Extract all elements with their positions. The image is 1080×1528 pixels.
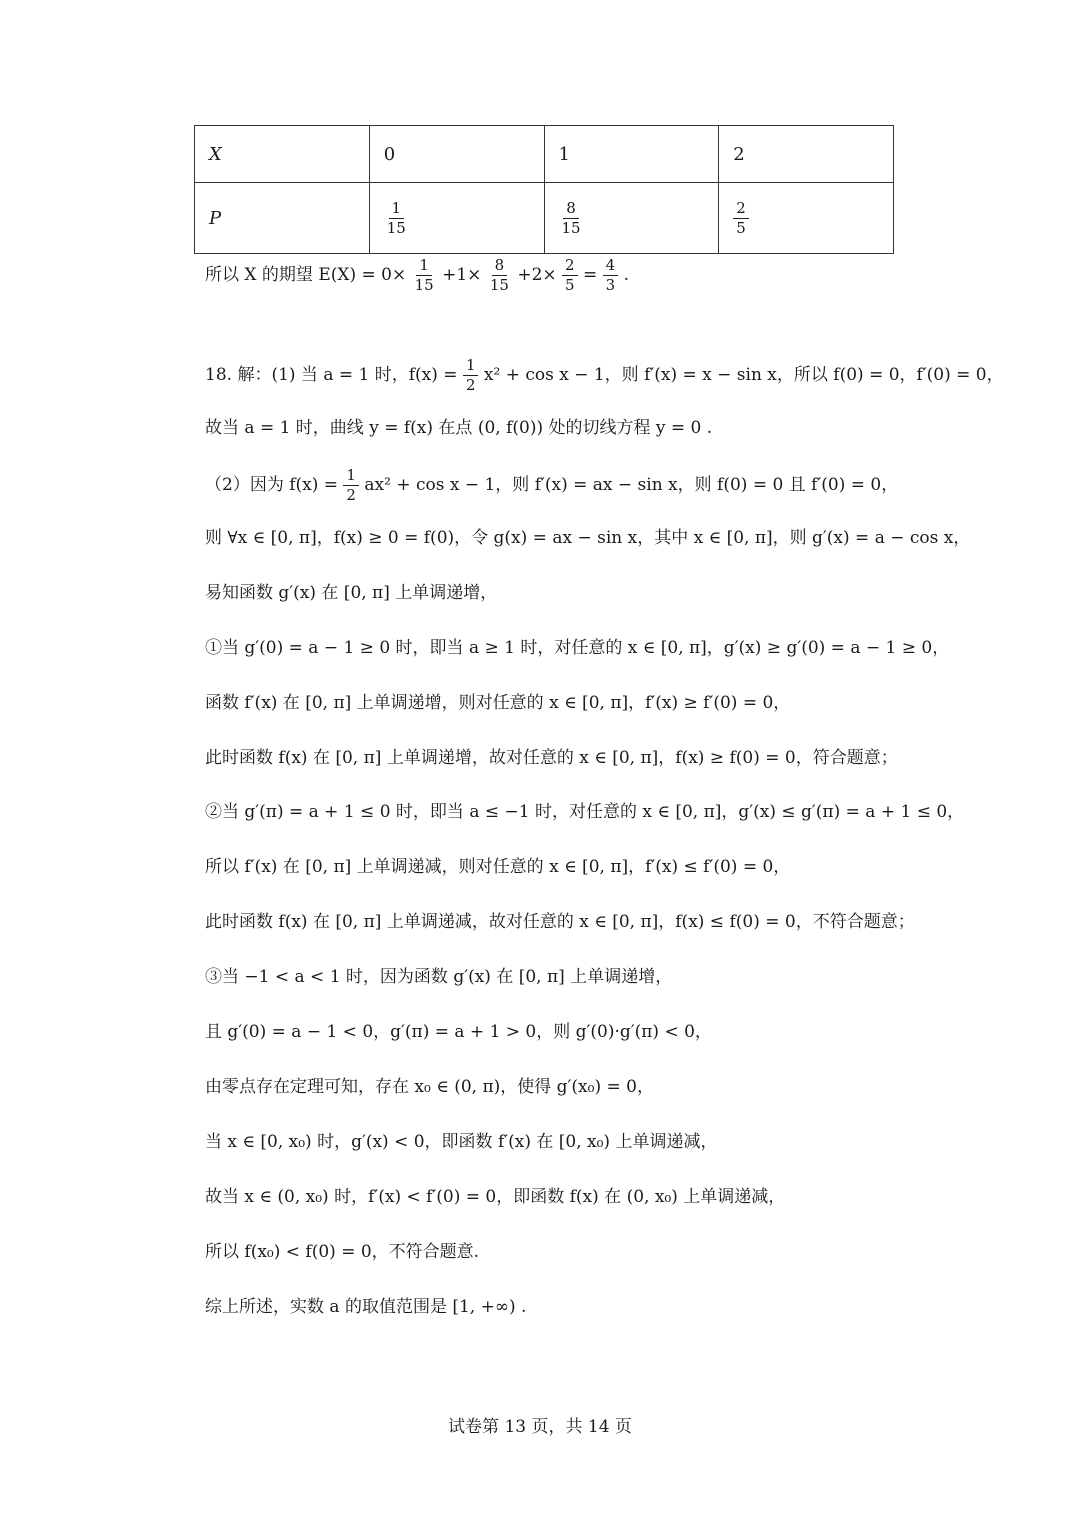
fraction bbox=[384, 198, 409, 237]
solution-line: 故当 x ∈ (0, x₀) 时，f′(x) < f′(0) = 0，即函数 f(x) 在 (0, x₀) 上单调递减， bbox=[205, 1187, 786, 1207]
table-row bbox=[195, 126, 894, 183]
denominator: 2 bbox=[465, 376, 476, 394]
table-cell bbox=[544, 183, 719, 254]
numerator: 4 bbox=[603, 258, 619, 276]
solution-line: ②当 g′(π) = a + 1 ≤ 0 时，即当 a ≤ −1 时，对任意的 x ∈ [0, π]，g′(x) ≤ g′(π) = a + 1 ≤ 0， bbox=[205, 802, 965, 822]
denominator: 15 bbox=[386, 218, 406, 237]
numerator: 1 bbox=[463, 358, 479, 376]
table-cell: 2 bbox=[719, 126, 894, 183]
solution-line: 综上所述，实数 a 的取值范围是 [1, +∞) . bbox=[205, 1297, 527, 1317]
expectation-line bbox=[205, 258, 905, 293]
table-cell: 0 bbox=[369, 126, 544, 183]
denominator: 15 bbox=[489, 276, 509, 294]
solution-line: 易知函数 g′(x) 在 [0, π] 上单调递增， bbox=[205, 583, 498, 603]
solution-line: ①当 g′(0) = a − 1 ≥ 0 时，即当 a ≥ 1 时，对任意的 x ∈ [0, π]，g′(x) ≥ g′(0) = a − 1 ≥ 0， bbox=[205, 638, 950, 658]
solution-line: 所以 f′(x) 在 [0, π] 上单调递减，则对任意的 x ∈ [0, π]，f′(x) ≤ f′(0) = 0， bbox=[205, 857, 791, 877]
text: 所以 X 的期望 E(X) = 0× bbox=[205, 265, 407, 285]
text: . bbox=[623, 265, 630, 285]
text: +1× bbox=[442, 265, 482, 285]
text: +2× bbox=[517, 265, 557, 285]
fraction bbox=[562, 258, 578, 293]
probability-distribution-table bbox=[194, 125, 894, 254]
table-cell: P bbox=[195, 183, 370, 254]
fraction bbox=[343, 468, 359, 503]
numerator: 1 bbox=[343, 468, 359, 486]
denominator: 15 bbox=[414, 276, 434, 294]
solution-line: 所以 f(x₀) < f(0) = 0，不符合题意. bbox=[205, 1242, 480, 1262]
solution-line: 且 g′(0) = a − 1 < 0，g′(π) = a + 1 > 0，则 g′(0)·g′(π) < 0， bbox=[205, 1022, 712, 1042]
solution-line-1 bbox=[205, 356, 1004, 394]
solution-line-3 bbox=[205, 468, 905, 503]
table-cell: 1 bbox=[544, 126, 719, 183]
solution-line: 此时函数 f(x) 在 [0, π] 上单调递减，故对任意的 x ∈ [0, π]，f(x) ≤ f(0) = 0，不符合题意； bbox=[205, 912, 915, 932]
fraction bbox=[559, 198, 584, 237]
text: = bbox=[583, 265, 598, 285]
numerator: 1 bbox=[416, 258, 432, 276]
solution-line: 函数 f′(x) 在 [0, π] 上单调递增，则对任意的 x ∈ [0, π]，f′(x) ≥ f′(0) = 0， bbox=[205, 693, 791, 713]
numerator: 2 bbox=[733, 201, 749, 219]
solution-line: 此时函数 f(x) 在 [0, π] 上单调递增，故对任意的 x ∈ [0, π]，f(x) ≥ f(0) = 0，符合题意； bbox=[205, 748, 898, 768]
table-cell bbox=[369, 183, 544, 254]
text: ax² + cos x − 1，则 f′(x) = ax − sin x，则 f(0) = 0 且 f′(0) = 0， bbox=[364, 475, 899, 495]
numerator: 8 bbox=[563, 201, 579, 219]
page-footer: 试卷第 13 页，共 14 页 bbox=[448, 1417, 632, 1437]
numerator: 2 bbox=[562, 258, 578, 276]
numerator: 8 bbox=[492, 258, 508, 276]
table-row bbox=[195, 183, 894, 254]
text: x² + cos x − 1，则 f′(x) = x − sin x，所以 f(0) = 0，f′(0) = 0， bbox=[483, 365, 1004, 385]
numerator: 1 bbox=[389, 201, 405, 219]
solution-line: ③当 −1 < a < 1 时，因为函数 g′(x) 在 [0, π] 上单调递增， bbox=[205, 967, 673, 987]
solution-line-2: 故当 a = 1 时，曲线 y = f(x) 在点 (0, f(0)) 处的切线方程 y = 0 . bbox=[205, 418, 713, 438]
fraction bbox=[733, 198, 749, 237]
solution-line: 则 ∀x ∈ [0, π]，f(x) ≥ 0 = f(0)，令 g(x) = ax − sin x，其中 x ∈ [0, π]，则 g′(x) = a − cos x， bbox=[205, 528, 971, 548]
solution-line: 由零点存在定理可知，存在 x₀ ∈ (0, π)，使得 g′(x₀) = 0， bbox=[205, 1077, 654, 1097]
denominator: 5 bbox=[736, 218, 746, 237]
denominator: 5 bbox=[565, 276, 575, 294]
fraction bbox=[412, 258, 437, 293]
fraction bbox=[603, 258, 619, 293]
text: （2）因为 f(x) = bbox=[205, 475, 344, 495]
denominator: 2 bbox=[346, 486, 356, 504]
denominator: 15 bbox=[561, 218, 581, 237]
denominator: 3 bbox=[605, 276, 616, 294]
text: 18. 解：(1) 当 a = 1 时，f(x) = bbox=[205, 365, 463, 385]
solution-line: 当 x ∈ [0, x₀) 时，g′(x) < 0，即函数 f′(x) 在 [0, x₀) 上单调递减， bbox=[205, 1132, 718, 1152]
table-cell bbox=[719, 183, 894, 254]
fraction bbox=[463, 358, 479, 393]
table-cell: X bbox=[195, 126, 370, 183]
fraction bbox=[487, 258, 512, 293]
